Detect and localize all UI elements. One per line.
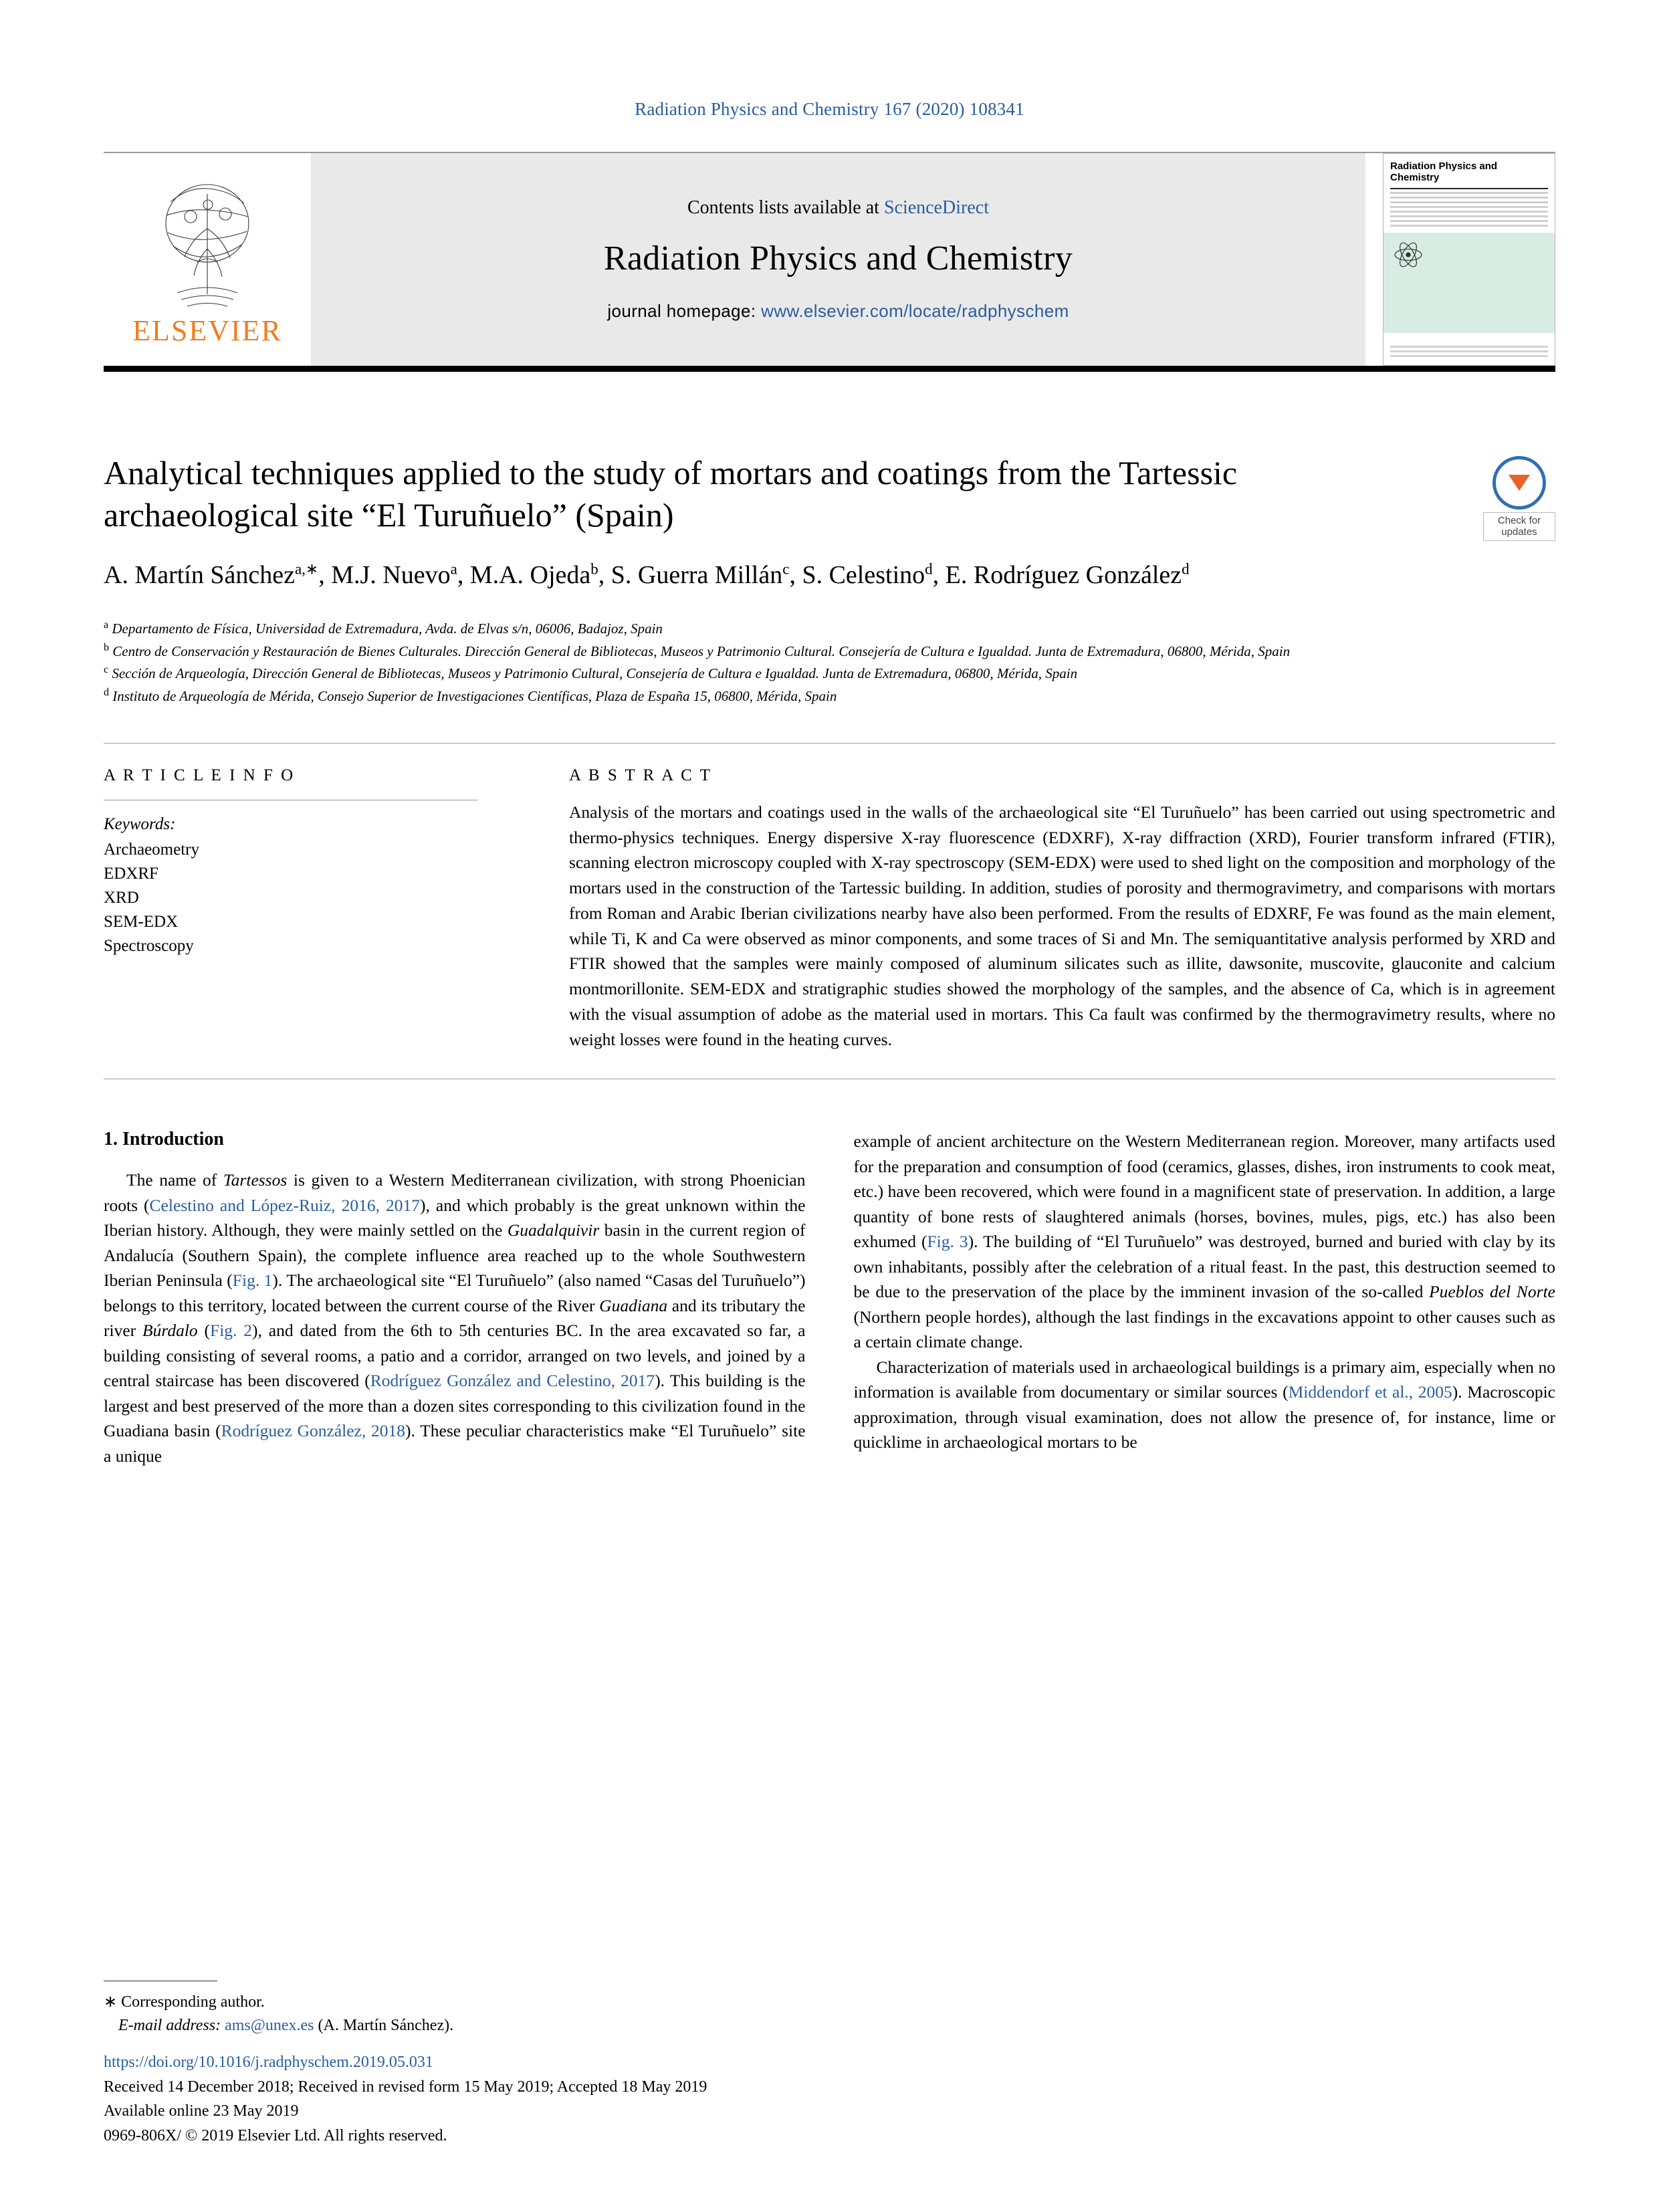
homepage-url[interactable]: www.elsevier.com/locate/radphyschem [761,301,1069,321]
crossmark-badge[interactable] [1483,456,1555,541]
homepage-prefix: journal homepage: [607,301,762,321]
cover-rule [1390,188,1548,189]
article-info-heading: A R T I C L E I N F O [104,766,296,784]
paragraph: example of ancient architecture on the Western Mediterranean region. Moreover, many artifacts used for the preparation and consumption of food (ceramics, glasses, dishes, iron instruments to cook meat, etc.) have been recovered, which were found in a magnificent state of preservation. In addition, a large quantity of bone rests of slaughtered animals (horses, bovines, mules, pigs, etc.) has also been exhumed (Fig. 3). The building of “El Turuñuelo” was destroyed, burned and buried with clay by its own inhabitants, possibly after the celebration of a ritual feast. In the past, this destruction seemed to be due to the preservation of the place by the imminent invasion of the so-called Pueblos del Norte (Northern people hordes), although the last findings in the excavations appoint to other causes such as a certain climate change. [853,1131,1556,1352]
sciencedirect-link[interactable]: ScienceDirect [883,197,989,218]
masthead-center [311,153,1365,366]
abstract-text: Analysis of the mortars and coatings used in the walls of the archaeological site “El Turuñuelo” has been carried out using spectrometric and thermo-physics techniques. Energy dispersive X-ray fluorescence (EDXRF), X-ray diffraction (XRD), Fourier transform infrared (FTIR), scanning electron microscopy coupled with X-ray spectroscopy (SEM-EDX) were used to shed light on the composition and morphology of the mortars used in the construction of the Tartessic building. In addition, studies of porosity and thermogravimetry, and comparisons with mortars from Roman and Arabic Iberian civilizations nearby have also been performed. From the results of EDXRF, Fe was found as the main element, while Ti, K and Ca were observed as minor components, and some traces of Si and Mn. The semiquantitative analysis performed by XRD and FTIR showed that the samples were mainly composed of aluminum silicates such as illite, dawsonite, muscovite, glauconite and calcium montmorillonite. SEM-EDX and stratigraphic studies showed the morphology of the samples, and the absence of Ca, which is in agreement with the visual assumption of adobe as the material used in mortars. This Ca fault was confirmed by the thermogravimetry results, where no weight losses were found in the heating curves. [569,802,1555,1049]
cover-title: Radiation Physics and Chemistry [1390,160,1498,184]
info-abstract-section [104,743,1555,1052]
email-suffix: (A. Martín Sánchez). [318,2017,454,2035]
affiliation-d: $^d$ Instituto de Arqueología de Mérida, Consejo Superior de Investigaciones Científicas, Plaza de España 15, 06800, Mérida, Spain [104,686,837,704]
keyword-item: XRD [104,889,139,907]
paragraph: The name of Tartessos is given to a Western Mediterranean civilization, with strong Phoenician roots (Celestino and López-Ruiz, 2016, 2017), and which probably is the great unknown within the Iberian history. Although, they were mainly settled on the Guadalquivir basin in the current region of Andalucía (Southern Spain), the complete influence area reached up to the whole Southwestern Iberian Peninsula (Fig. 1). The archaeological site “El Turuñuelo” (also named “Casas del Turuñuelo”) belongs to this territory, located between the current course of the River Guadiana and its tributary the river Búrdalo (Fig. 2), and dated from the 6th to 5th centuries BC. In the area excavated so far, a building consisting of several rooms, a patio and a corridor, arranged on two levels, and joined by a central staircase has been discovered (Rodríguez González and Celestino, 2017). This building is the largest and best preserved of the more than a dozen sites corresponding to this civilization found in the Guadiana basin (Rodríguez González, 2018). These peculiar characteristics make “El Turuñuelo” site a unique [104,1170,806,1466]
body-columns [104,1129,1555,1468]
cover-placeholder-lines [1390,192,1548,227]
keyword-item: Spectroscopy [104,937,194,955]
email-link[interactable]: ams@unex.es [225,2017,314,2035]
abstract-column [569,766,1555,1052]
article-info-column [104,766,525,1052]
title-block [104,452,1555,707]
atom-icon [1393,239,1424,270]
email-note [118,2014,839,2037]
contents-prefix: Contents lists available at [687,197,884,218]
elsevier-tree-icon [150,175,264,312]
elsevier-wordmark: ELSEVIER [132,314,282,347]
running-head: Radiation Physics and Chemistry 167 (2020) 108341 [635,99,1024,119]
crossmark-label: Check for updates [1483,512,1555,541]
body-column-right [854,1129,1556,1468]
journal-cover-thumbnail [1383,153,1555,366]
section-heading-introduction: 1. Introduction [104,1129,224,1150]
doi-link[interactable]: https://doi.org/10.1016/j.radphyschem.2019.05.031 [104,2053,433,2071]
keyword-item: EDXRF [104,865,158,883]
email-label: E-mail address: [118,2017,221,2035]
contents-available-line [687,197,989,219]
elsevier-logo [104,153,311,366]
body-column-left [104,1129,806,1468]
abstract-heading: A B S T R A C T [569,766,712,784]
copyright-line: 0969-806X/ © 2019 Elsevier Ltd. All rights reserved. [104,2127,447,2145]
author-list: A. Martín Sánchez$^{a,∗}$, M.J. Nuevo$^a$, M.A. Ojeda$^b$, S. Guerra Millán$^c$, S. Celestino$^d$, E. Rodríguez González$^d$ [104,560,1190,589]
keywords-title: Keywords: [104,815,176,833]
page-footer [104,1981,839,2148]
journal-masthead [104,152,1555,366]
keyword-item: Archaeometry [104,841,199,859]
journal-title: Radiation Physics and Chemistry [603,239,1073,278]
keywords-list [104,838,525,958]
crossmark-icon [1492,456,1546,510]
affiliation-a: $^a$ Departamento de Física, Universidad de Extremadura, Avda. de Elvas s/n, 06006, Badajoz, Spain [104,619,663,637]
masthead-bottom-rule [104,366,1555,372]
received-dates: Received 14 December 2018; Received in revised form 15 May 2019; Accepted 18 May 2019 [104,2078,707,2096]
affiliation-c: $^c$ Sección de Arqueología, Dirección General de Bibliotecas, Museos y Patrimonio Cultural, Consejería de Cultura e Igualdad. Junta de Extremadura, 06800, Mérida, Spain [104,664,1078,681]
affiliation-list [104,617,1555,707]
page-title: Analytical techniques applied to the study of mortars and coatings from the Tartessic archaeological site “El Turuñuelo” (Spain) [104,454,1238,534]
paragraph: Characterization of materials used in archaeological buildings is a primary aim, especially when no information is available from documentary or similar sources (Middendorf et al., 2005). Macroscopic approximation, through visual examination, does not allow the presence of, for instance, lime or quicklime in archaeological mortars to be [853,1357,1555,1452]
keyword-item: SEM-EDX [104,913,179,931]
cover-footer-lines [1390,346,1548,360]
journal-homepage-line [607,301,1069,322]
corresponding-author-note: ∗ Corresponding author. [104,1993,265,2011]
available-online: Available online 23 May 2019 [104,2102,299,2120]
affiliation-b: $^b$ Centro de Conservación y Restauración de Bienes Culturales. Dirección General de Bibliotecas, Museos y Patrimonio Cultural. Consejería de Cultura e Igualdad. Junta de Extremadura, 06800, Mérida, Spain [104,641,1291,659]
